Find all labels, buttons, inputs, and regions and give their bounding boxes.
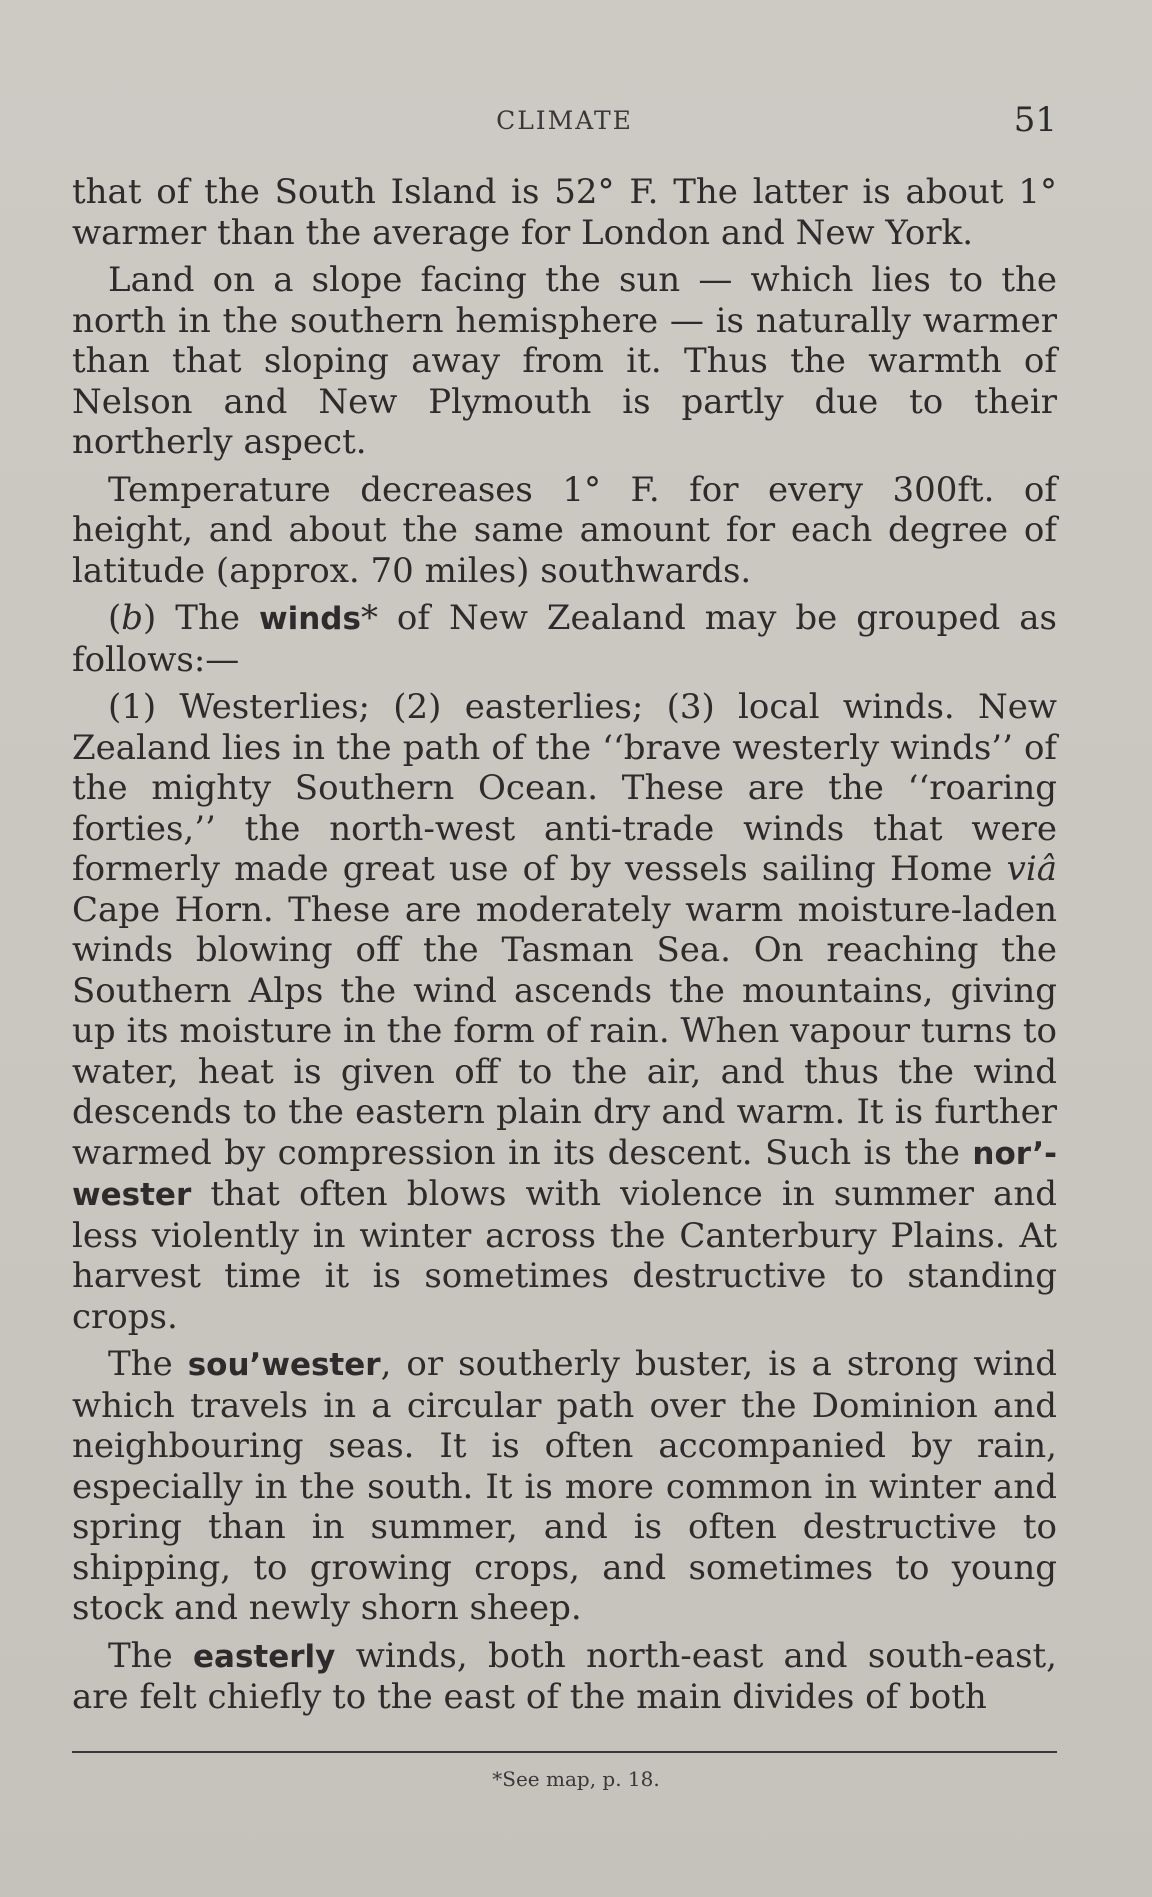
text-run: Temperature decreases 1° F. for every 300ft. of height, and about the same amount for each degree of latitude (approx. 70 miles) southwards. xyxy=(72,469,1057,591)
page-number: 51 xyxy=(1013,100,1057,140)
text-run: * of New Zealand may be grouped as follows:— xyxy=(72,598,1057,680)
paragraph xyxy=(72,1636,1057,1718)
running-title: CLIMATE xyxy=(496,106,633,135)
paragraph xyxy=(72,1344,1057,1629)
text-run: The xyxy=(108,1635,194,1676)
bold-term: nor’-wester xyxy=(72,1135,1057,1213)
bold-term: winds xyxy=(258,601,361,637)
text-run: The xyxy=(108,1344,188,1384)
footnote-rule xyxy=(72,1751,1057,1753)
text-run: that often blows with violence in summer and less violently in winter across the Canterbury Plains. At harvest time it is sometimes destructive to standing crops. xyxy=(72,1174,1057,1337)
bold-term: sou’wester xyxy=(187,1347,381,1383)
italic-text: b xyxy=(121,598,144,638)
paragraph xyxy=(72,172,1057,253)
paragraph xyxy=(72,687,1057,1337)
paragraph xyxy=(72,598,1057,680)
footnote: *See map, p. 18. xyxy=(492,1767,660,1791)
text-run: Land on a slope facing the sun — which lies to the north in the southern hemisphere — is naturally warmer than that sloping away from it. Thus the warmth of Nelson and New Plymouth is partly due to their northerly aspect. xyxy=(72,260,1057,462)
page-header xyxy=(72,100,1057,140)
paragraph xyxy=(72,470,1057,592)
text-run: Cape Horn. These are moderately warm moisture-laden winds blowing off the Tasman Sea. On reaching the Southern Alps the wind ascends the mountains, giving up its moisture in the form of rain. When vapour turns to water, heat is given off to the air, and thus the wind descends to the eastern plain dry and warm. It is further warmed by compression in its descent. Such is the xyxy=(72,889,1057,1173)
paragraph xyxy=(72,260,1057,463)
body-text xyxy=(72,172,1057,1725)
text-run: ( xyxy=(108,598,122,638)
text-run: (1) Westerlies; (2) easterlies; (3) local winds. New Zealand lies in the path of the ‘‘brave westerly winds’’ of the mighty Southern Ocean. These are the ‘‘roaring forties,’’ the north-west anti-trade winds that were formerly made great use of by vessels sailing Home xyxy=(72,687,1057,889)
text-run: ) The xyxy=(143,598,259,638)
text-run: , or southerly buster, is a strong wind which travels in a circular path over the Dominion and neighbouring seas. It is often accompanied by rain, especially in the south. It is more common in winter and spring than in summer, and is often destructive to shipping, to growing crops, and sometimes to young stock and newly shorn sheep. xyxy=(72,1344,1057,1628)
bold-term: easterly xyxy=(193,1638,336,1675)
text-run: winds, both north-east and south-east, are felt chiefly to the east of the main divides of both xyxy=(72,1635,1057,1717)
text-run: that of the South Island is 52° F. The latter is about 1° warmer than the average for London and New York. xyxy=(72,172,1057,253)
italic-text: viâ xyxy=(1006,849,1057,889)
